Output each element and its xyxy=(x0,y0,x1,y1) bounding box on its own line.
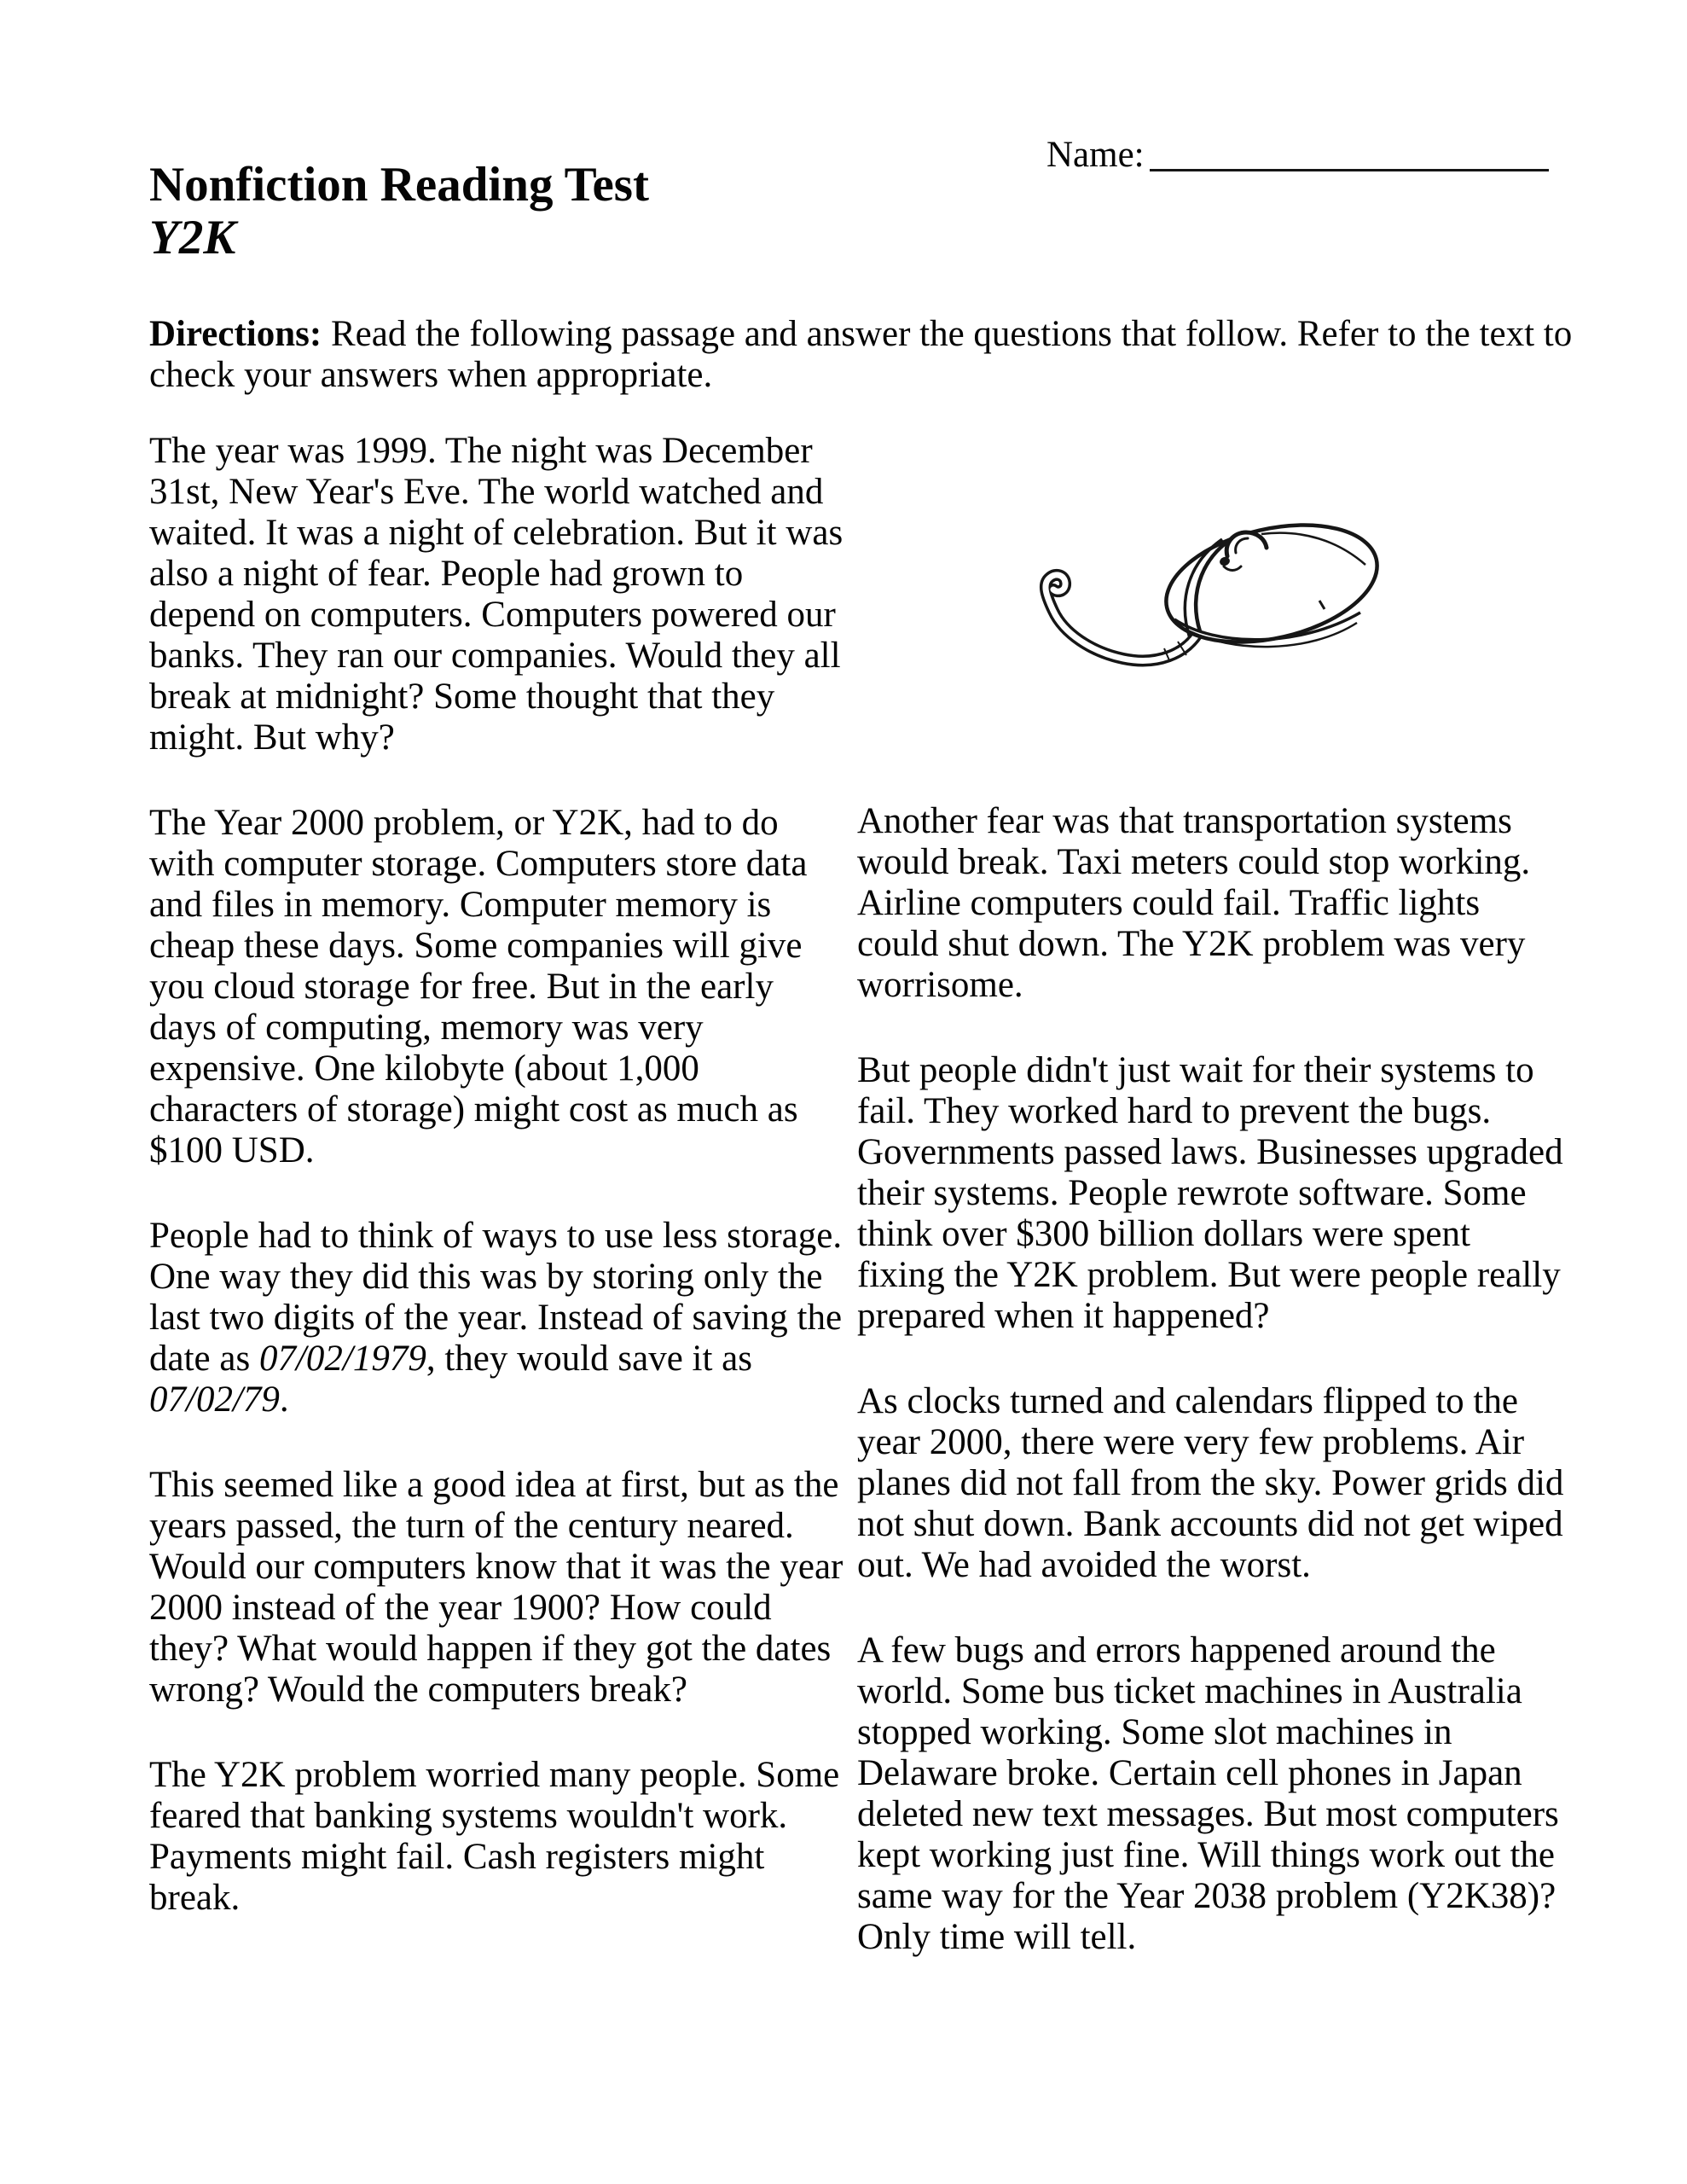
passage-paragraph-4: This seemed like a good idea at first, but as the years passed, the turn of the century neared. Would our computers know that it was the year 2000 instead of the year 1900? How could they? What would happen if they got the dates wrong? Would the computers break? xyxy=(149,1465,844,1710)
passage-paragraph-1: The year was 1999. The night was December 31st, New Year's Eve. The world watched and waited. It was a night of celebration. But it was also a night of fear. People had grown to depend on computers. Computers powered our banks. They ran our companies. Would they all break at midnight? Some thought that they might. But why? xyxy=(149,431,844,758)
mouse-illustration xyxy=(1019,510,1394,681)
passage-column-left xyxy=(149,431,849,1919)
paragraph-3-text: , they would save it as xyxy=(426,1339,752,1379)
name-label: Name: xyxy=(1046,135,1145,175)
page-subtitle: Y2K xyxy=(149,211,236,264)
passage-paragraph-8: As clocks turned and calendars flipped to the year 2000, there were very few problems. Air planes did not fall from the sky. Power grids did not shut down. Bank accounts did not get wiped out. We had avoided the worst. xyxy=(857,1381,1564,1585)
directions-label: Directions: xyxy=(149,314,322,354)
paragraph-3-text: People had to think of ways to use less storage. One way they did this was by storing only the last two digits of the year. Instead of saving the date as xyxy=(149,1216,843,1379)
passage-paragraph-3 xyxy=(149,1216,849,1420)
passage-paragraph-5: The Y2K problem worried many people. Some feared that banking systems wouldn't work. Payments might fail. Cash registers might break. xyxy=(149,1755,840,1918)
paragraph-3-text: . xyxy=(279,1380,289,1420)
title-block xyxy=(149,159,649,264)
passage-column-right xyxy=(857,801,1565,1958)
date-full-format: 07/02/1979 xyxy=(258,1339,426,1379)
name-field-row xyxy=(1046,135,1549,176)
page-title: Nonfiction Reading Test xyxy=(149,158,649,212)
passage-paragraph-6: Another fear was that transportation systems would break. Taxi meters could stop working. Airline computers could fail. Traffic lights could shut down. The Y2K problem was very worrisome. xyxy=(857,801,1531,1005)
passage-paragraph-7: But people didn't just wait for their systems to fail. They worked hard to prevent the bugs. Governments passed laws. Businesses upgraded their systems. People rewrote software. Some think over $300 billion dollars were spent fixing the Y2K problem. But were people really prepared when it happened? xyxy=(857,1050,1563,1336)
directions xyxy=(149,314,1599,396)
name-blank-line xyxy=(1150,168,1549,171)
passage-paragraph-9: A few bugs and errors happened around the world. Some bus ticket machines in Australia stopped working. Some slot machines in Delaware broke. Certain cell phones in Japan deleted new text messages. But most computers kept working just fine. Will things work out the same way for the Year 2038 problem (Y2K38)? Only time will tell. xyxy=(857,1630,1559,1957)
directions-text: Read the following passage and answer the questions that follow. Refer to the text to check your answers when appropriate. xyxy=(149,314,1573,395)
passage-paragraph-2: The Year 2000 problem, or Y2K, had to do with computer storage. Computers store data and files in memory. Computer memory is cheap these days. Some companies will give you cloud storage for free. But in the early days of computing, memory was very expensive. One kilobyte (about 1,000 characters of storage) might cost as much as $100 USD. xyxy=(149,803,808,1170)
date-short-format: 07/02/79 xyxy=(149,1380,280,1420)
